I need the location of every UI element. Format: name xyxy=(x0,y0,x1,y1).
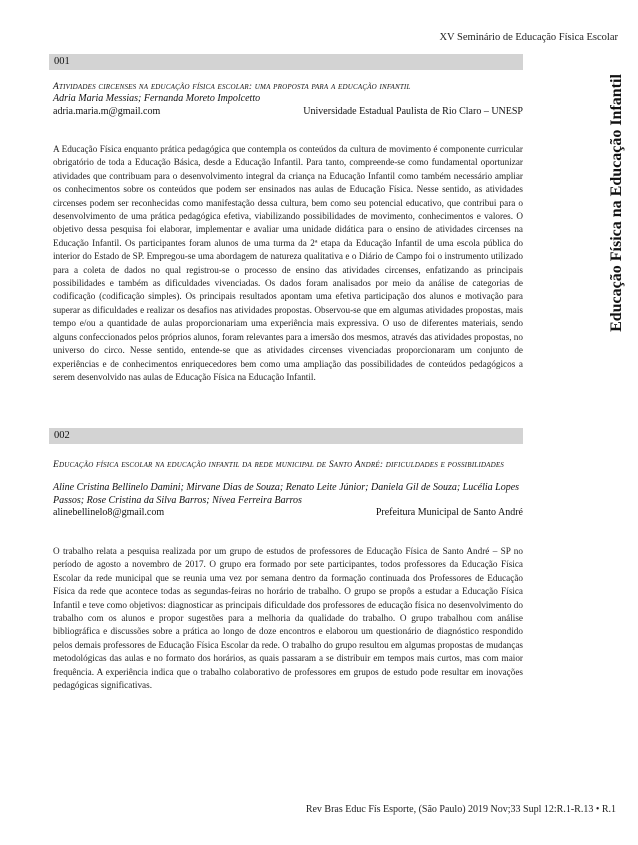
article-title: Atividades circenses na educação física escolar: uma proposta para a educação infantil xyxy=(53,82,411,92)
page-footer-citation: Rev Bras Educ Fís Esporte, (São Paulo) 2019 Nov;33 Supl 12:R.1-R.13 • R.1 xyxy=(305,804,616,815)
article-authors: Adria Maria Messias; Fernanda Moreto Impolcetto xyxy=(53,93,261,104)
article-abstract: A Educação Física enquanto prática pedagógica que contempla os conteúdos da cultura de movimento é componente curricular obrigatório de toda a Educação Básica, desde a Educação Infantil. Para tanto, compreende-se como fundamental oportunizar atividades que contribuam para o desenvolvimento integral da criança na Educação Infantil como também necessário ampliar os conhecimentos sobre os conteúdos que podem ser ensinados nas aulas de Educação Física. Nesse sentido, as atividades circenses podem ser reconhecidas como manifestação dessa cultura, bem como seu potencial educativo, que contribui para o desenvolvimento de uma prática pedagógica efetiva, viabilizando possibilidades de movimento, conhecimentos e valores. O objetivo dessa pesquisa foi elaborar, implementar e avaliar uma unidade didática para o ensino de atividades circenses na Educação Infantil. Os participantes foram alunos de uma turma da 2ª etapa da Educação Infantil de uma escola pública do interior do Estado de SP. Empregou-se uma abordagem de natureza qualitativa e o Diário de Campo foi o instrumento utilizado para a coleta de dados no qual registrou-se o processo de ensino das atividades circenses, enfatizando as principais possibilidades e também as dificuldades vivenciadas. Os dados foram analisados por meio da análise de categorias de codificação (codificação simples). Os principais resultados apontam uma efetiva participação dos alunos e motivação para superar as dificuldades e realizar os desafios nas atividades propostas. Observou-se que em algumas atividades propostas, mais tempo e/ou a quantidade de aulas proporcionariam uma experiência mais expressiva. O uso de diferentes materiais, sendo alguns confeccionados pelos próprios alunos, foram relevantes para a imersão dos mesmos, através das atividades propostas, no universo do circo. Nesse sentido, entende-se que as atividades circenses vivenciadas proporcionaram um conjunto de experiências e de conhecimentos enriquecedores bem como uma ampliação das possibilidades de conteúdos pedagógicos a serem desenvolvido nas aulas de Educação Física na Educação Infantil. xyxy=(53,144,523,382)
article-number: 001 xyxy=(54,56,70,67)
author-email: adria.maria.m@gmail.com xyxy=(53,106,161,117)
article-meta xyxy=(53,106,523,118)
article-number-bar xyxy=(49,428,523,444)
article-authors: Aline Cristina Bellinelo Damini; Mirvane Dias de Souza; Renato Leite Júnior; Daniela Gil de Souza; Lucélia Lopes Passos; Rose Cristina da Silva Barros; Nívea Ferreira Barros xyxy=(53,482,520,506)
article-number: 002 xyxy=(54,430,70,441)
article-number-bar xyxy=(49,54,523,70)
author-affiliation: Prefeitura Municipal de Santo André xyxy=(375,507,523,518)
article-meta xyxy=(53,507,523,519)
author-affiliation: Universidade Estadual Paulista de Rio Claro – UNESP xyxy=(303,106,523,117)
side-section-title xyxy=(607,48,627,358)
article-abstract: O trabalho relata a pesquisa realizada por um grupo de estudos de professores de Educação Física de Santo André – SP no período de agosto a novembro de 2017. O grupo era formado por sete participantes, todos professores da Educação Física Escolar da rede municipal que se reunia uma vez por semana dentro da formação continuada dos Professores de Educação Física da rede que acontece todas as segundas-feiras no horário de trabalho. O grupo se propôs a estudar a Educação Física Infantil e teve como objetivos: diagnosticar as principais dificuldade dos professores de educação física no desenvolvimento do trabalho com os alunos e propor sugestões para a melhoria da qualidade do trabalho. O grupo trabalhou com análise bibliográfica e discussões sobre a prática ao longo de doze encontros e elaborou um questionário de diagnóstico respondido pelos demais professores de Educação Física Escolar da rede. O trabalho do grupo resultou em algumas propostas de mudanças metodológicas das aulas e no formato dos horários, as quais passaram a se distribuir em tempos mais curtos, mas com maior frequência. A experiência indica que o trabalho colaborativo de professores em grupos de estudo pode resultar em inovações pedagógicas significativas. xyxy=(53,546,523,691)
side-section-title-text: Educação Física na Educação Infantil xyxy=(608,74,625,332)
author-email: alinebellinelo8@gmail.com xyxy=(53,507,165,518)
running-title: XV Seminário de Educação Física Escolar xyxy=(439,32,618,43)
article-title: Educação física escolar na educação infantil da rede municipal de Santo André: dificuldades e possibilidades xyxy=(53,460,505,470)
